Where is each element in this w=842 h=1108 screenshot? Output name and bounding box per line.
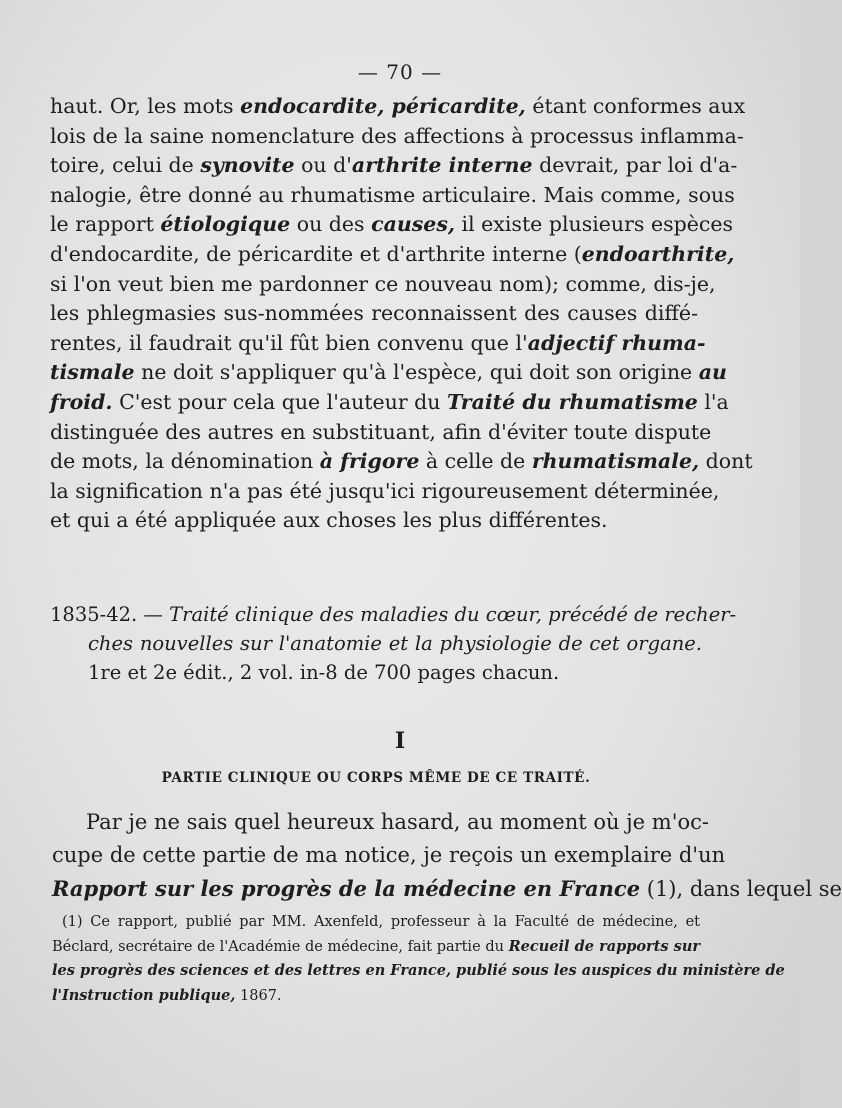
text-line: nalogie, être donné au rhumatisme articulaire. Mais comme, sous xyxy=(50,182,735,207)
text-line: la signification n'a pas été jusqu'ici rigoureusement déterminée, xyxy=(50,478,720,503)
bibliography-entry xyxy=(50,600,737,687)
entry-line: ches nouvelles sur l'anatomie et la physiologie de cet organe. xyxy=(88,632,702,655)
section-title: PARTIE CLINIQUE OU CORPS MÊME DE CE TRAITÉ. xyxy=(161,770,591,786)
footnote-line: (1) Ce rapport, publié par MM. Axenfeld, professeur à la Faculté de médecine, et xyxy=(62,914,700,930)
entry-line xyxy=(50,600,737,629)
text-line: d'endocardite, de péricardite et d'arthrite interne (endoarthrite, xyxy=(50,241,735,266)
text-line: le rapport étiologique ou des causes, il existe plusieurs espèces xyxy=(50,212,734,237)
text-line: cupe de cette partie de ma notice, je reçois un exemplaire d'un xyxy=(52,843,726,867)
footnote-line: l'Instruction publique, 1867. xyxy=(52,986,282,1004)
text-line: Rapport sur les progrès de la médecine en France (1), dans lequel se xyxy=(52,876,842,901)
text-line: les phlegmasies sus-nommées reconnaissent des causes diffé- xyxy=(50,301,698,326)
intro-paragraph xyxy=(52,806,842,905)
text-line: de mots, la dénomination à frigore à celle de rhumatismale, dont xyxy=(50,449,753,474)
text-line: toire, celui de synovite ou d'arthrite interne devrait, par loi d'a- xyxy=(50,153,738,178)
main-paragraph xyxy=(50,92,753,536)
text-line: froid. C'est pour cela que l'auteur du Traité du rhumatisme l'a xyxy=(50,389,729,414)
text-line: si l'on veut bien me pardonner ce nouveau nom); comme, dis-je, xyxy=(50,271,716,296)
text-line: haut. Or, les mots endocardite, péricardite, étant conformes aux xyxy=(50,94,746,118)
text-line: distinguée des autres en substituant, afin d'éviter toute dispute xyxy=(50,419,712,444)
text-line: Par je ne sais quel heureux hasard, au moment où je m'oc- xyxy=(86,810,709,834)
entry-title: Traité clinique des maladies du cœur, précédé de recher- xyxy=(169,603,737,626)
text-line: lois de la saine nomenclature des affections à processus inflamma- xyxy=(50,123,744,148)
footnote-line: Béclard, secrétaire de l'Académie de médecine, fait partie du Recueil de rapports sur xyxy=(52,937,700,955)
footnote-line: les progrès des sciences et des lettres en France, publié sous les auspices du ministère de xyxy=(52,962,785,979)
text-line: rentes, il faudrait qu'il fût bien convenu que l'adjectif rhuma- xyxy=(50,330,706,355)
text-line: et qui a été appliquée aux choses les plus différentes. xyxy=(50,508,608,533)
page-number: — 70 — xyxy=(357,60,443,84)
footnote xyxy=(52,910,785,1008)
text-line: tismale ne doit s'appliquer qu'à l'espèce, qui doit son origine au xyxy=(50,360,727,385)
entry-details: 1re et 2e édit., 2 vol. in-8 de 700 pages chacun. xyxy=(88,661,560,684)
section-number: I xyxy=(394,728,406,754)
entry-number: 1835-42. — xyxy=(50,603,170,626)
